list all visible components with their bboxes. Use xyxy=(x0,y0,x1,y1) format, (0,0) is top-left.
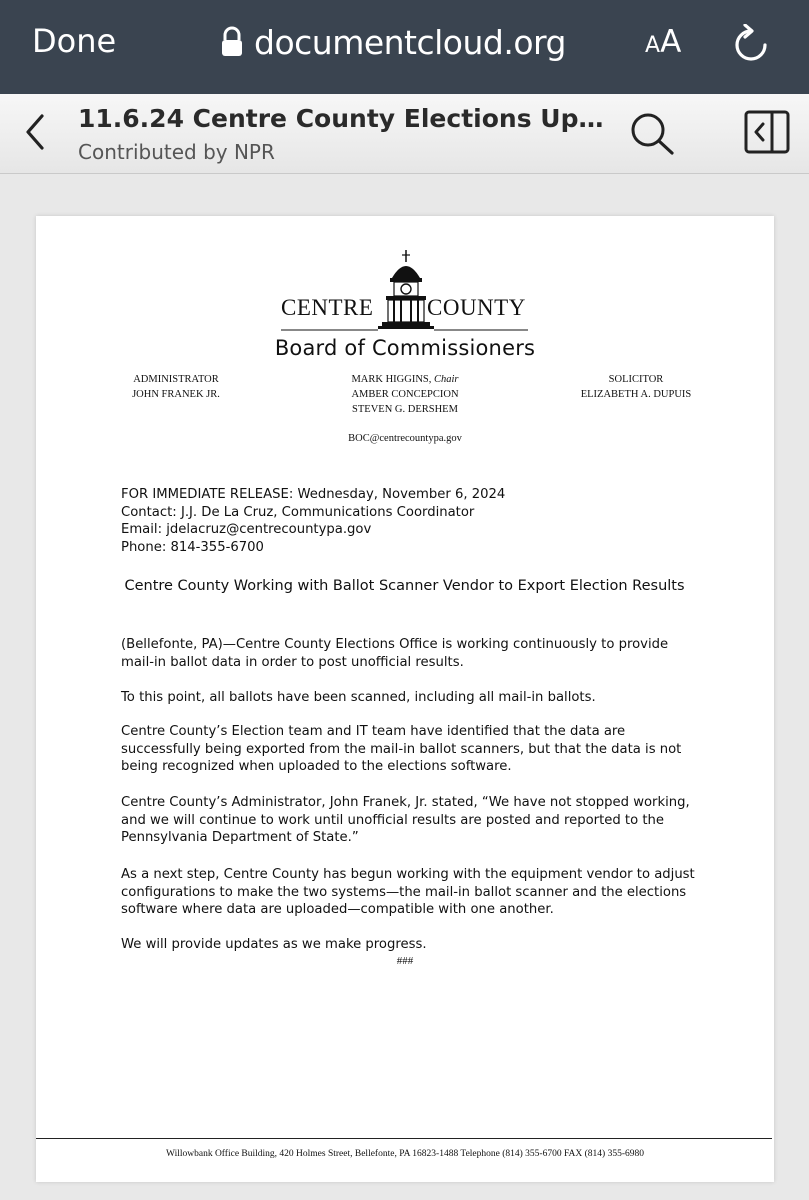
document-header xyxy=(0,94,809,174)
commissioner-1: MARK HIGGINS, xyxy=(351,374,432,385)
release-date: FOR IMMEDIATE RELEASE: Wednesday, November 6, 2024 xyxy=(121,487,506,502)
paragraph-2: To this point, all ballots have been scanned, including all mail-in ballots. xyxy=(121,690,596,705)
press-headline: Centre County Working with Ballot Scanner Vendor to Export Election Results xyxy=(124,578,685,594)
end-mark: ### xyxy=(396,955,414,967)
sidebar-toggle-icon[interactable] xyxy=(744,110,790,154)
reload-icon[interactable] xyxy=(732,24,770,64)
release-contact: Contact: J.J. De La Cruz, Communications Coordinator xyxy=(121,504,475,520)
browser-toolbar xyxy=(0,0,809,94)
chevron-left-icon[interactable] xyxy=(22,112,46,152)
solicitor-block xyxy=(566,372,706,402)
logo-text-centre: CENTRE xyxy=(281,295,374,320)
footer-address: Willowbank Office Building, 420 Holmes Street, Bellefonte, PA 16823-1488 Telephone (814) 355-6700 FAX (814) 355-6980 xyxy=(165,1149,645,1159)
commissioner-1-role: Chair xyxy=(434,374,459,385)
commissioner-3: STEVEN G. DERSHEM xyxy=(352,404,458,415)
search-icon[interactable] xyxy=(628,112,676,156)
document-title: 11.6.24 Centre County Elections Up… xyxy=(78,104,604,133)
paragraph-6: We will provide updates as we make progress. xyxy=(121,937,427,952)
release-email: Email: jdelacruz@centrecountypa.gov xyxy=(121,522,372,537)
release-info xyxy=(121,486,505,556)
done-button[interactable]: Done xyxy=(32,22,117,60)
commissioners-block xyxy=(320,372,490,417)
administrator-name: JOHN FRANEK JR. xyxy=(132,389,220,400)
board-email: BOC@centrecountypa.gov xyxy=(348,433,462,444)
solicitor-label: SOLICITOR xyxy=(608,374,664,385)
paragraph-1: (Bellefonte, PA)—Centre County Elections Office is working continuously to provide mail-in ballot data in order to post unofficial results. xyxy=(121,637,669,670)
footer-divider xyxy=(36,1138,772,1139)
aa-big: A xyxy=(660,24,682,60)
solicitor-name: ELIZABETH A. DUPUIS xyxy=(580,389,692,400)
logo-text-county: COUNTY xyxy=(427,295,526,320)
courthouse-logo xyxy=(256,248,556,340)
document-page xyxy=(36,216,774,1182)
reader-text-size-button[interactable] xyxy=(645,24,681,60)
paragraph-5: As a next step, Centre County has begun working with the equipment vendor to adjust configurations to make the two systems—the mail-in ballot scanner and the elections software where data are uploaded—compatible with one another. xyxy=(121,867,695,917)
lock-icon xyxy=(220,26,244,58)
release-phone: Phone: 814-355-6700 xyxy=(121,539,264,555)
administrator-label: ADMINISTRATOR xyxy=(133,374,219,385)
aa-small: A xyxy=(645,33,661,58)
paragraph-4: Centre County’s Administrator, John Franek, Jr. stated, “We have not stopped working, and we will continue to work until unofficial results are posted and reported to the Pennsylvania Department of State.” xyxy=(121,795,690,845)
commissioner-2: AMBER CONCEPCION xyxy=(351,389,459,400)
paragraph-3: Centre County’s Election team and IT team have identified that the data are successfully being exported from the mail-in ballot scanners, but that the data is not being recognized when uploaded to the elections software. xyxy=(121,724,682,774)
administrator-block xyxy=(116,372,236,402)
board-title: Board of Commissioners xyxy=(274,336,536,360)
address-bar[interactable] xyxy=(220,20,566,64)
document-contributor: Contributed by NPR xyxy=(78,140,275,164)
url-text: documentcloud.org xyxy=(254,22,566,62)
